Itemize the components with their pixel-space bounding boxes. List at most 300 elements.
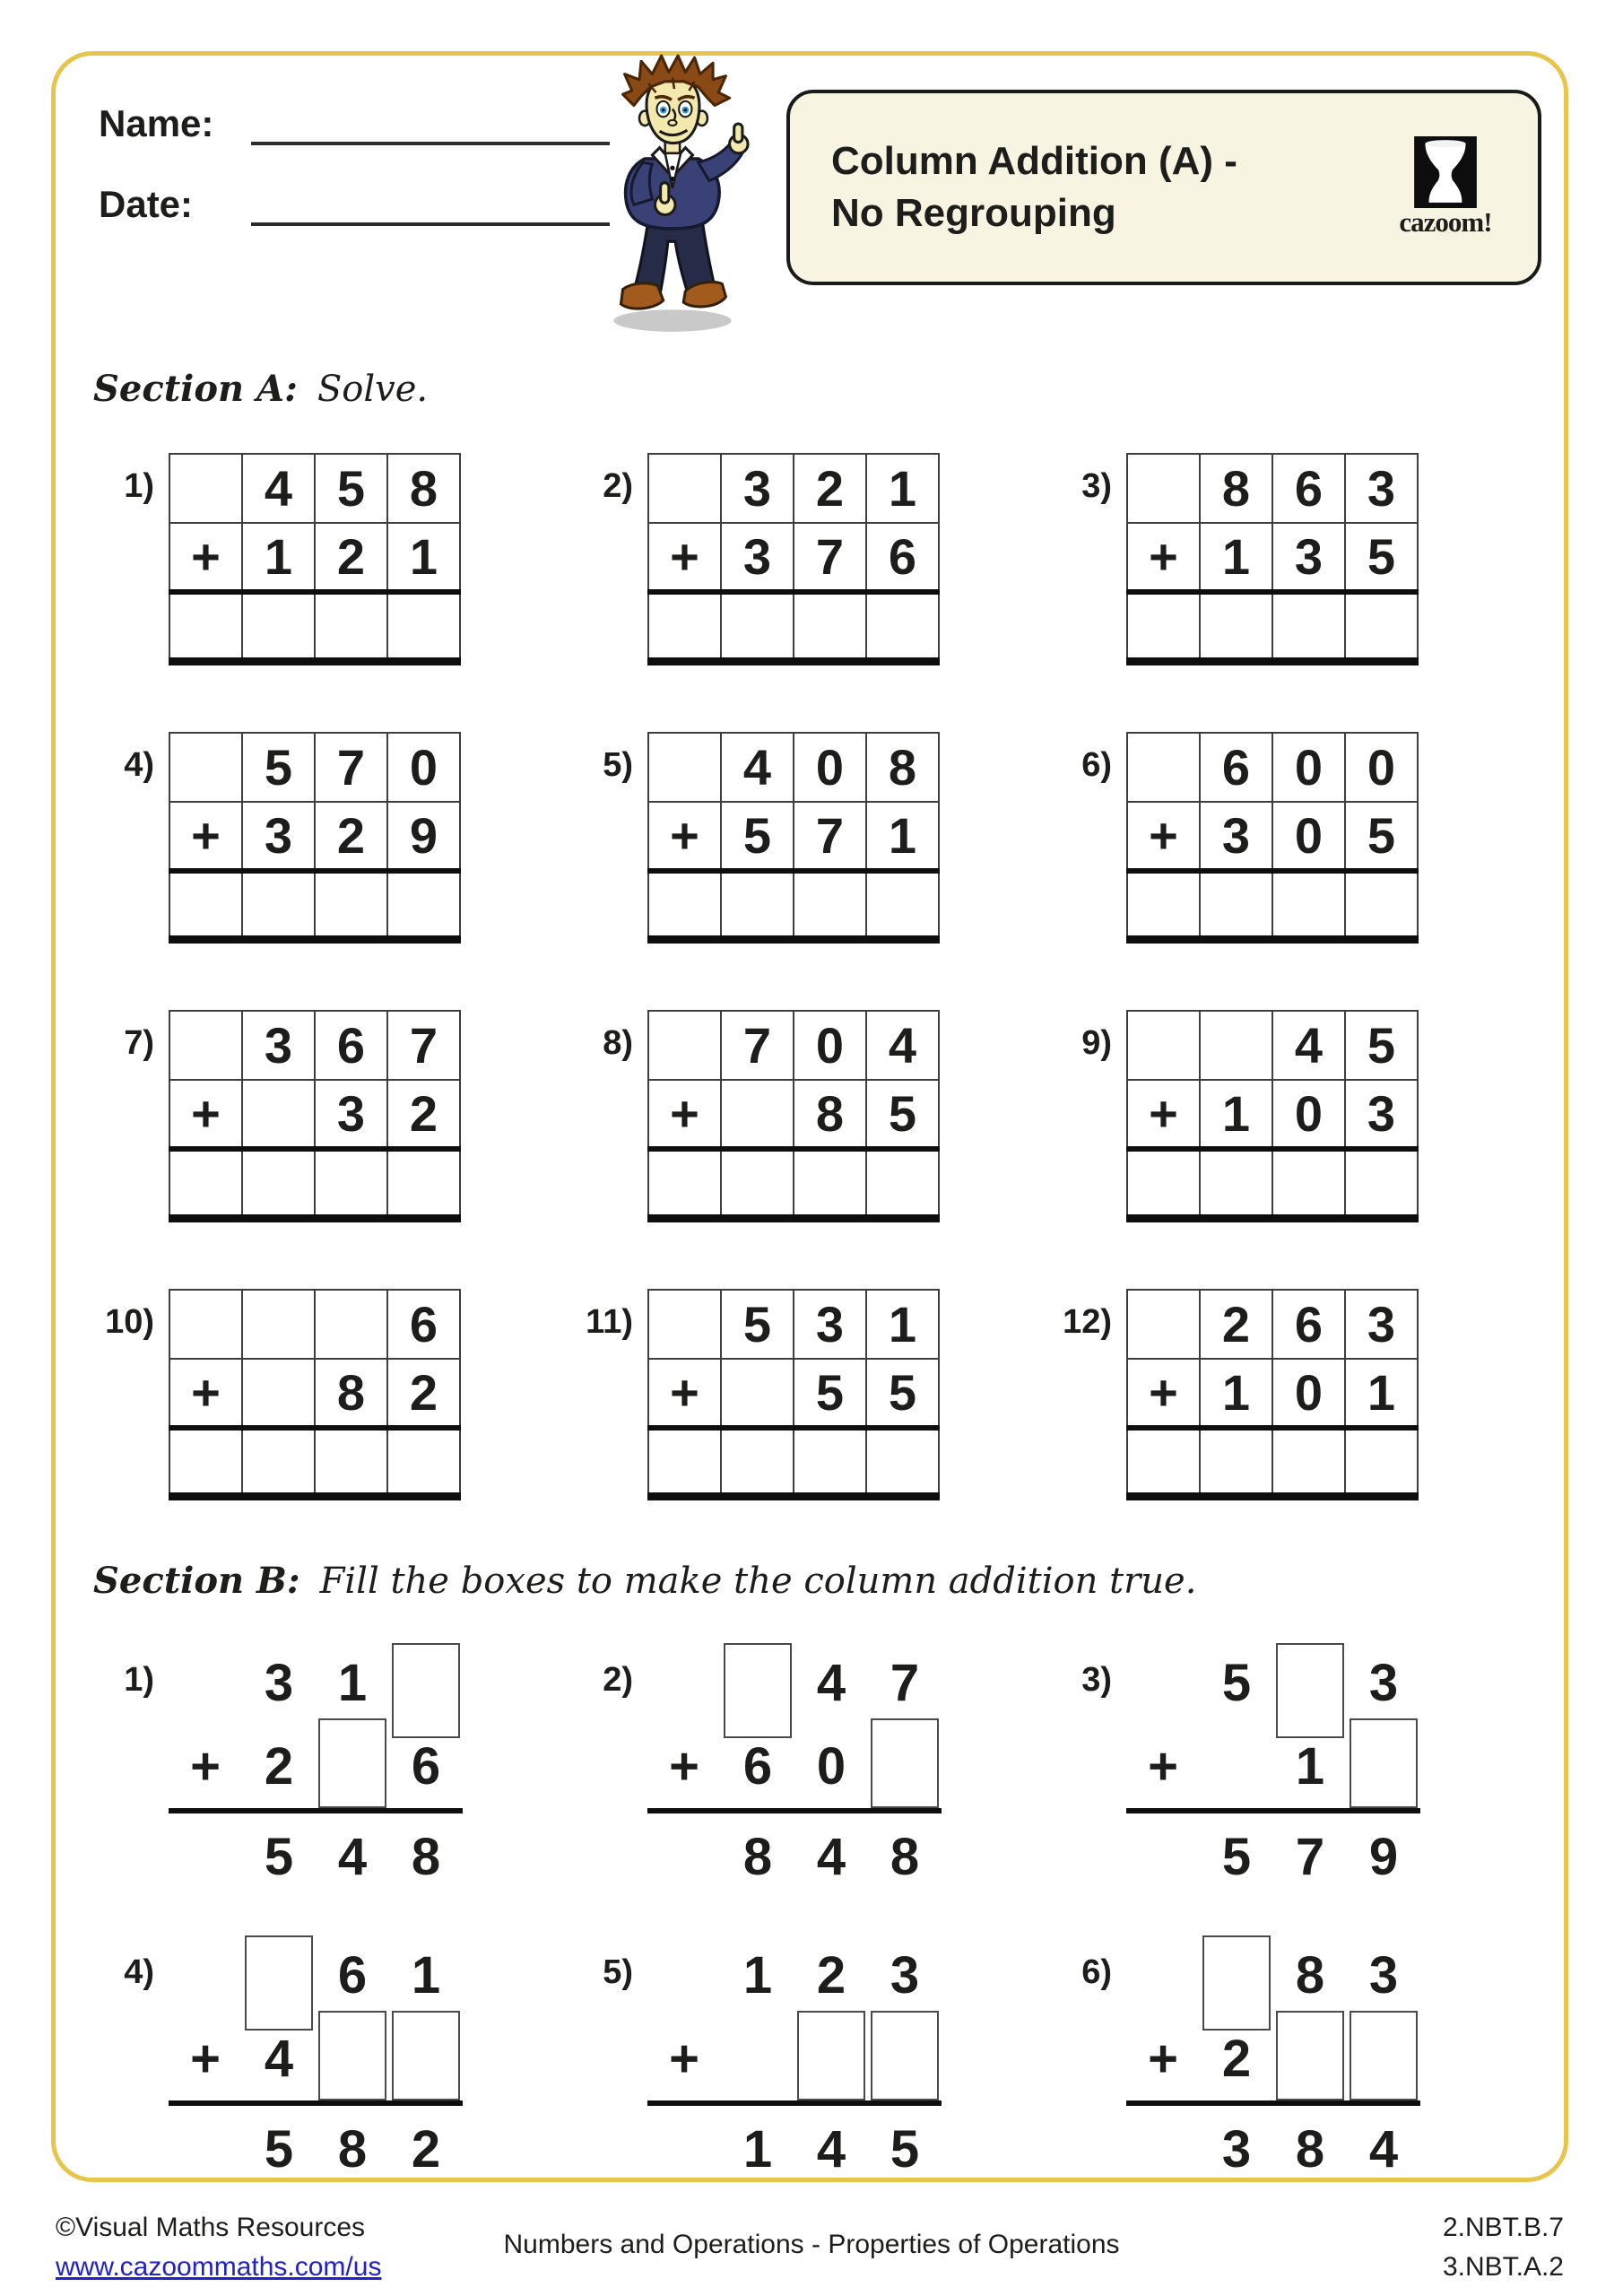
- answer-digit: 3: [1221, 2119, 1252, 2179]
- title-box: [786, 90, 1541, 285]
- section-a-label: Section A:: [93, 368, 298, 410]
- cazoom-logo: [1369, 136, 1522, 239]
- answer-digit: 9: [1368, 1827, 1399, 1886]
- section-b-label: Section B:: [93, 1560, 300, 1602]
- fill-in-box[interactable]: [392, 2011, 460, 2100]
- name-date-block: [99, 102, 610, 264]
- answer-digit: 4: [816, 2119, 846, 2179]
- digit-cell: 3: [890, 1946, 920, 2005]
- answer-digit: 8: [411, 1827, 441, 1886]
- digit-cell: [169, 1011, 242, 1080]
- answer-cell[interactable]: [242, 1428, 315, 1497]
- digit-cell: [315, 1290, 387, 1359]
- digit-cell: 4: [816, 1654, 846, 1712]
- digit-cell: 2: [816, 1946, 846, 2005]
- digit-cell: 3: [315, 1080, 387, 1149]
- digit-cell: 8: [315, 1359, 387, 1428]
- section-a-problem: [570, 732, 1049, 944]
- digit-cell: 5: [242, 733, 315, 802]
- answer-cell[interactable]: [169, 1149, 242, 1218]
- answer-cell[interactable]: [1345, 1149, 1418, 1218]
- digit-cell: 6: [411, 1737, 441, 1796]
- digit-cell: 1: [866, 802, 939, 871]
- digit-cell: [647, 1641, 721, 1725]
- box-cell: [721, 1641, 794, 1725]
- digit-cell: 0: [1272, 802, 1345, 871]
- fill-in-box[interactable]: [1350, 2011, 1418, 2100]
- digit-cell: 8: [1295, 1946, 1325, 2005]
- addition-grid: [647, 1289, 940, 1501]
- answer-cell[interactable]: [387, 1428, 460, 1497]
- digit-cell: 8: [387, 454, 460, 523]
- digit-cell: 3: [1368, 1946, 1399, 2005]
- section-b-problem: [1049, 1641, 1528, 1892]
- digit-cell: [169, 1290, 242, 1359]
- name-field: [99, 102, 610, 145]
- addition-grid: [647, 1010, 940, 1222]
- plus-sign: +: [648, 1359, 721, 1428]
- cazoom-logo-text: cazoom!: [1399, 206, 1492, 238]
- addition-layout: [169, 1934, 463, 2185]
- addends-block: [169, 1934, 463, 2106]
- problem-number: 11): [586, 1302, 633, 1341]
- answer-digit: [647, 1821, 721, 1892]
- answer-cell[interactable]: [169, 871, 242, 940]
- digit-cell: [1127, 1290, 1200, 1359]
- answer-cell[interactable]: [648, 1428, 721, 1497]
- digit-cell: [242, 1290, 315, 1359]
- digit-cell: [1126, 1934, 1200, 2017]
- digit-cell: [648, 1011, 721, 1080]
- addends-block: [647, 1641, 942, 1813]
- digit-cell: [242, 1359, 315, 1428]
- answer-cell[interactable]: [387, 1149, 460, 1218]
- problem-number: 5): [603, 745, 633, 784]
- digit-cell: 0: [1272, 1080, 1345, 1149]
- date-label: Date:: [99, 183, 194, 225]
- fill-in-box[interactable]: [871, 2011, 939, 2100]
- answer-cell[interactable]: [866, 1428, 939, 1497]
- plus-sign: +: [1127, 1080, 1200, 1149]
- standard-code-2: 3.NBT.A.2: [1442, 2251, 1564, 2282]
- fill-in-box[interactable]: [871, 1718, 939, 1808]
- digit-cell: 5: [866, 1080, 939, 1149]
- answer-digit: 7: [1295, 1827, 1325, 1886]
- answer-cell[interactable]: [648, 592, 721, 661]
- digit-cell: 4: [866, 1011, 939, 1080]
- digit-cell: 1: [337, 1654, 368, 1712]
- digit-cell: 3: [1272, 523, 1345, 592]
- section-b-problem: [570, 1641, 1049, 1892]
- digit-cell: 2: [387, 1359, 460, 1428]
- problem-number: 2): [603, 467, 633, 505]
- answer-cell[interactable]: [387, 871, 460, 940]
- digit-cell: 3: [721, 523, 794, 592]
- answer-digit: 4: [337, 1827, 368, 1886]
- problem-number: 2): [603, 1661, 633, 1699]
- problem-number: 6): [1081, 745, 1112, 784]
- digit-cell: [1200, 1725, 1273, 1808]
- section-a-problem: [91, 1010, 570, 1222]
- digit-cell: 1: [1200, 1080, 1272, 1149]
- answer-cell[interactable]: [315, 592, 387, 661]
- name-input-line[interactable]: [251, 106, 610, 145]
- answer-digit: 5: [1221, 1827, 1252, 1886]
- answer-row: [1126, 2113, 1420, 2185]
- plus-sign: +: [648, 523, 721, 592]
- digit-cell: [169, 1641, 242, 1725]
- answer-digit: [169, 1821, 242, 1892]
- digit-cell: [1127, 733, 1200, 802]
- answer-cell[interactable]: [721, 1428, 794, 1497]
- plus-sign: +: [669, 2030, 699, 2088]
- answer-cell[interactable]: [1272, 592, 1345, 661]
- addition-grid: [169, 1289, 461, 1501]
- addition-layout: [647, 1934, 942, 2185]
- problem-number: 9): [1081, 1024, 1112, 1062]
- answer-cell[interactable]: [169, 592, 242, 661]
- section-a-problems: [56, 453, 1564, 1500]
- digit-cell: [242, 1080, 315, 1149]
- answer-cell[interactable]: [1200, 871, 1272, 940]
- section-b-problem: [1049, 1934, 1528, 2185]
- digit-cell: 3: [1345, 1080, 1418, 1149]
- digit-cell: 6: [866, 523, 939, 592]
- answer-digit: 8: [337, 2119, 368, 2179]
- digit-cell: 3: [1345, 454, 1418, 523]
- digit-cell: [1127, 1011, 1200, 1080]
- digit-cell: [1126, 1641, 1200, 1725]
- answer-cell[interactable]: [866, 1149, 939, 1218]
- answer-cell[interactable]: [242, 1149, 315, 1218]
- answer-row: [169, 2113, 463, 2185]
- answer-cell[interactable]: [648, 871, 721, 940]
- plus-sign: +: [1148, 2030, 1178, 2088]
- fill-in-box[interactable]: [1202, 1935, 1271, 2031]
- box-cell: [316, 2017, 389, 2100]
- answer-cell[interactable]: [1200, 592, 1272, 661]
- digit-cell: 9: [387, 802, 460, 871]
- answer-cell[interactable]: [1127, 1149, 1200, 1218]
- problem-number: 6): [1081, 1953, 1112, 1991]
- answer-cell[interactable]: [794, 871, 866, 940]
- answer-cell[interactable]: [1127, 1428, 1200, 1497]
- digit-cell: 5: [1345, 802, 1418, 871]
- box-cell: [1273, 1641, 1347, 1725]
- worksheet-header: [56, 56, 1564, 343]
- cazoom-drum-icon: [1414, 136, 1477, 208]
- digit-cell: 2: [1221, 2030, 1252, 2088]
- box-cell: [1200, 1934, 1273, 2017]
- digit-cell: 3: [1200, 802, 1272, 871]
- addition-grid: [1126, 1010, 1419, 1222]
- section-a-instruction: Solve.: [317, 369, 429, 410]
- answer-digit: 4: [816, 1827, 846, 1886]
- section-a-problem: [570, 453, 1049, 665]
- addends-block: [1126, 1934, 1420, 2106]
- answer-cell[interactable]: [721, 871, 794, 940]
- digit-cell: [721, 2017, 794, 2100]
- answer-row: [647, 2113, 942, 2185]
- answer-cell[interactable]: [1345, 871, 1418, 940]
- digit-cell: 7: [794, 523, 866, 592]
- digit-cell: 1: [387, 523, 460, 592]
- box-cell: [1347, 2017, 1420, 2100]
- section-b-problems: [56, 1641, 1564, 2185]
- digit-cell: 3: [721, 454, 794, 523]
- digit-cell: 2: [387, 1080, 460, 1149]
- addition-grid: [169, 1010, 461, 1222]
- plus-sign: +: [169, 1080, 242, 1149]
- fill-in-box[interactable]: [724, 1643, 792, 1738]
- digit-cell: 6: [1200, 733, 1272, 802]
- website-link[interactable]: www.cazoommaths.com/us: [56, 2251, 382, 2282]
- answer-digit: 5: [890, 2119, 920, 2179]
- answer-digit: [1126, 2113, 1200, 2185]
- digit-cell: 4: [242, 454, 315, 523]
- digit-cell: 7: [315, 733, 387, 802]
- answer-row: [647, 1821, 942, 1892]
- addition-grid: [647, 453, 940, 665]
- digit-cell: 4: [1272, 1011, 1345, 1080]
- fill-in-box[interactable]: [1350, 1718, 1418, 1808]
- digit-cell: 5: [1345, 523, 1418, 592]
- answer-digit: 5: [264, 2119, 294, 2179]
- digit-cell: 6: [1272, 454, 1345, 523]
- digit-cell: 7: [387, 1011, 460, 1080]
- digit-cell: 5: [721, 1290, 794, 1359]
- plus-sign: +: [169, 523, 242, 592]
- digit-cell: 5: [1221, 1654, 1252, 1712]
- digit-cell: 3: [242, 802, 315, 871]
- addition-grid: [1126, 732, 1419, 944]
- title-line-1: Column Addition (A) -: [831, 138, 1237, 183]
- fill-in-box[interactable]: [1276, 2011, 1344, 2100]
- fill-in-box[interactable]: [318, 1718, 386, 1808]
- problem-number: 12): [1063, 1302, 1112, 1341]
- answer-digit: 8: [742, 1827, 773, 1886]
- digit-cell: 0: [387, 733, 460, 802]
- box-cell: [389, 1641, 463, 1725]
- digit-cell: 3: [1345, 1290, 1418, 1359]
- problem-number: 3): [1081, 1661, 1112, 1699]
- fill-in-box[interactable]: [245, 1935, 313, 2031]
- digit-cell: 1: [242, 523, 315, 592]
- section-b-problem: [91, 1934, 570, 2185]
- addition-grid: [169, 732, 461, 944]
- problem-number: 10): [105, 1302, 154, 1341]
- digit-cell: [721, 1359, 794, 1428]
- digit-cell: 3: [242, 1011, 315, 1080]
- plus-sign: +: [190, 2030, 221, 2088]
- footer-standards: [1443, 2208, 1564, 2286]
- box-cell: [868, 2017, 942, 2100]
- date-field: [99, 183, 610, 226]
- addition-layout: [1126, 1641, 1420, 1892]
- answer-cell[interactable]: [1127, 592, 1200, 661]
- plus-sign: +: [648, 1080, 721, 1149]
- digit-cell: 0: [1272, 1359, 1345, 1428]
- digit-cell: 1: [1200, 523, 1272, 592]
- addends-block: [1126, 1641, 1420, 1813]
- box-cell: [242, 1934, 316, 2017]
- answer-digit: [169, 2113, 242, 2185]
- title-line-2: No Regrouping: [831, 191, 1116, 235]
- section-a-problem: [570, 1289, 1049, 1501]
- answer-digit: 5: [264, 1827, 294, 1886]
- digit-cell: 1: [866, 454, 939, 523]
- answer-cell[interactable]: [1200, 1428, 1272, 1497]
- answer-cell[interactable]: [1127, 871, 1200, 940]
- answer-cell[interactable]: [794, 1149, 866, 1218]
- digit-cell: 4: [721, 733, 794, 802]
- answer-cell[interactable]: [1272, 871, 1345, 940]
- plus-sign: +: [169, 1359, 242, 1428]
- digit-cell: 1: [1200, 1359, 1272, 1428]
- plus-sign: +: [1127, 802, 1200, 871]
- digit-cell: [721, 1080, 794, 1149]
- digit-cell: 5: [721, 802, 794, 871]
- addition-grid: [647, 732, 940, 944]
- answer-digit: 1: [742, 2119, 773, 2179]
- box-cell: [1347, 1725, 1420, 1808]
- section-a-problem: [91, 1289, 570, 1501]
- digit-cell: 1: [1345, 1359, 1418, 1428]
- problem-number: 3): [1081, 467, 1112, 505]
- answer-row: [169, 1821, 463, 1892]
- section-b-problem: [570, 1934, 1049, 2185]
- plus-sign: +: [190, 1737, 221, 1796]
- addition-layout: [169, 1641, 463, 1892]
- answer-cell[interactable]: [169, 1428, 242, 1497]
- answer-cell[interactable]: [387, 592, 460, 661]
- answer-cell[interactable]: [794, 592, 866, 661]
- fill-in-box[interactable]: [392, 1643, 460, 1738]
- addition-layout: [647, 1641, 942, 1892]
- digit-cell: 0: [794, 733, 866, 802]
- worksheet-title: [790, 135, 1369, 239]
- answer-cell[interactable]: [1272, 1428, 1345, 1497]
- digit-cell: 2: [315, 523, 387, 592]
- digit-cell: 6: [1272, 1290, 1345, 1359]
- problem-number: 4): [124, 745, 154, 784]
- answer-cell[interactable]: [242, 592, 315, 661]
- addition-grid: [1126, 453, 1419, 665]
- box-cell: [868, 1725, 942, 1808]
- digit-cell: [648, 1290, 721, 1359]
- addition-layout: [1126, 1934, 1420, 2185]
- digit-cell: 6: [742, 1737, 773, 1796]
- addends-block: [169, 1641, 463, 1813]
- digit-cell: 2: [1200, 1290, 1272, 1359]
- fill-in-box[interactable]: [797, 2011, 865, 2100]
- name-label: Name:: [99, 102, 214, 144]
- worksheet-sheet: [51, 51, 1568, 2182]
- answer-cell[interactable]: [315, 1149, 387, 1218]
- section-b-heading: [56, 1560, 1564, 1602]
- mascot-boy-illustration: [586, 52, 762, 337]
- answer-cell[interactable]: [794, 1428, 866, 1497]
- digit-cell: 1: [411, 1946, 441, 2005]
- section-a-problem: [91, 732, 570, 944]
- addition-grid: [169, 453, 461, 665]
- addition-grid: [1126, 1289, 1419, 1501]
- section-a-problem: [570, 1010, 1049, 1222]
- digit-cell: 5: [1345, 1011, 1418, 1080]
- answer-cell[interactable]: [1345, 592, 1418, 661]
- digit-cell: [647, 1934, 721, 2017]
- digit-cell: 1: [1295, 1737, 1325, 1796]
- digit-cell: 3: [1368, 1654, 1399, 1712]
- digit-cell: [648, 454, 721, 523]
- answer-cell[interactable]: [1272, 1149, 1345, 1218]
- digit-cell: 8: [1200, 454, 1272, 523]
- answer-cell[interactable]: [315, 1428, 387, 1497]
- answer-digit: [1126, 1821, 1200, 1892]
- answer-cell[interactable]: [648, 1149, 721, 1218]
- section-a-problem: [1049, 1010, 1528, 1222]
- digit-cell: 2: [315, 802, 387, 871]
- box-cell: [1273, 2017, 1347, 2100]
- digit-cell: 6: [337, 1946, 368, 2005]
- section-a-problem: [1049, 732, 1528, 944]
- section-a-problem: [91, 453, 570, 665]
- answer-digit: [647, 2113, 721, 2185]
- digit-cell: 0: [1345, 733, 1418, 802]
- box-cell: [316, 1725, 389, 1808]
- problem-number: 5): [603, 1953, 633, 1991]
- answer-digit: 4: [1368, 2119, 1399, 2179]
- answer-row: [1126, 1821, 1420, 1892]
- answer-cell[interactable]: [866, 871, 939, 940]
- digit-cell: 2: [264, 1737, 294, 1796]
- section-b-instruction: Fill the boxes to make the column addition true.: [319, 1561, 1197, 1602]
- plus-sign: +: [1127, 1359, 1200, 1428]
- digit-cell: 5: [866, 1359, 939, 1428]
- digit-cell: 0: [816, 1737, 846, 1796]
- problem-number: 7): [124, 1024, 154, 1062]
- answer-cell[interactable]: [315, 871, 387, 940]
- digit-cell: [169, 454, 242, 523]
- section-b-problem: [91, 1641, 570, 1892]
- digit-cell: 1: [866, 1290, 939, 1359]
- digit-cell: [169, 733, 242, 802]
- fill-in-box[interactable]: [318, 2011, 386, 2100]
- problem-number: 1): [124, 467, 154, 505]
- addends-block: [647, 1934, 942, 2106]
- answer-cell[interactable]: [1200, 1149, 1272, 1218]
- footer-topic: Numbers and Operations - Properties of Operations: [503, 2230, 1120, 2259]
- answer-cell[interactable]: [242, 871, 315, 940]
- mascot-boy-svg: [586, 52, 762, 337]
- digit-cell: [648, 733, 721, 802]
- digit-cell: 7: [721, 1011, 794, 1080]
- digit-cell: 4: [264, 2030, 294, 2088]
- problem-number: 8): [603, 1024, 633, 1062]
- digit-cell: 5: [794, 1359, 866, 1428]
- answer-cell[interactable]: [1345, 1428, 1418, 1497]
- digit-cell: 8: [866, 733, 939, 802]
- answer-cell[interactable]: [866, 592, 939, 661]
- plus-sign: +: [1148, 1737, 1178, 1796]
- plus-sign: +: [169, 802, 242, 871]
- date-input-line[interactable]: [251, 187, 610, 226]
- section-a-problem: [1049, 453, 1528, 665]
- copyright-text: ©Visual Maths Resources: [56, 2213, 366, 2242]
- fill-in-box[interactable]: [1276, 1643, 1344, 1738]
- answer-cell[interactable]: [721, 592, 794, 661]
- answer-cell[interactable]: [721, 1149, 794, 1218]
